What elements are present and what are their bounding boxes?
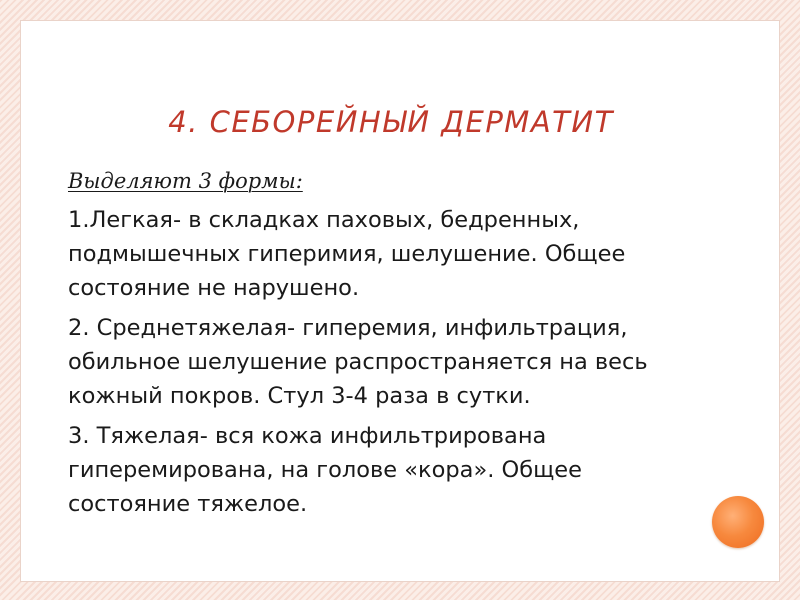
slide-title: 4. СЕБОРЕЙНЫЙ ДЕРМАТИТ <box>168 105 614 139</box>
orange-circle-decoration <box>712 496 764 548</box>
slide-content-panel <box>20 20 780 582</box>
intro-text: Выделяют 3 формы: <box>68 169 303 193</box>
slide-body <box>68 169 708 527</box>
paragraph-mild-form: 1.Легкая- в складках паховых, бедренных, подмышечных гиперимия, шелушение. Общее состояние не нарушено. <box>68 207 626 301</box>
paragraph-moderate-form: 2. Среднетяжелая- гиперемия, инфильтрация, обильное шелушение распространяется на весь кожный покров. Стул 3-4 раза в сутки. <box>68 315 648 409</box>
paragraph-severe-form: 3. Тяжелая- вся кожа инфильтрирована гиперемирована, на голове «кора». Общее состояние тяжелое. <box>68 423 582 517</box>
